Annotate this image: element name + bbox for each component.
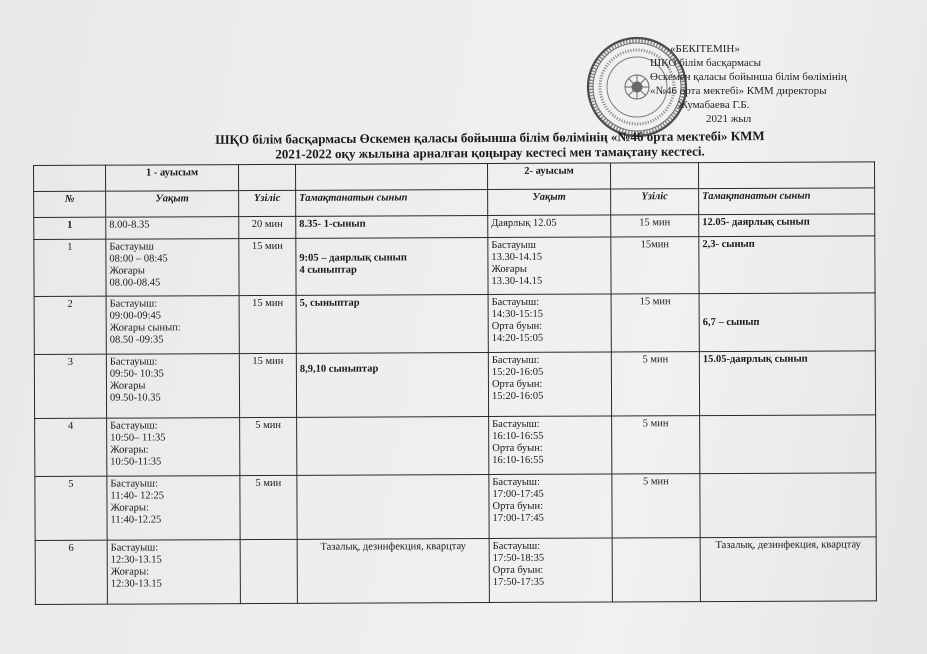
time-1-cell: Бастауыш: 09:00-09:45 Жоғары сынып: 08.50 -09:35: [106, 296, 239, 355]
header-break-2: Үзіліс: [611, 189, 699, 215]
header-time-2: Уақыт: [488, 189, 611, 216]
time-1-cell: Бастауыш: 09:50- 10:35 Жоғары 09.50-10.35: [106, 354, 239, 419]
time-1-cell: Бастауыш 08:00 – 08:45 Жоғары 08.00-08.45: [106, 239, 239, 297]
meal-1-cell: [297, 417, 489, 476]
column-header-row: [34, 188, 875, 218]
table-row: [34, 236, 875, 297]
break-2-cell: 15 мин: [611, 294, 699, 352]
row-number: 5: [35, 476, 107, 540]
meal-2-cell: 2,3- сынып: [699, 236, 875, 294]
break-2-cell: 5 мин: [612, 416, 700, 474]
meal-1-cell: 9:05 – даярлық сынып 4 сыныптар: [296, 238, 488, 296]
approval-line-3: «№46 орта мектебі» КММ директоры: [650, 85, 827, 97]
row-number: 6: [35, 540, 107, 604]
break-1-cell: 20 мин: [239, 216, 296, 238]
meal-2-cell: [700, 415, 876, 474]
row-number: 4: [35, 418, 107, 476]
table-row: [35, 473, 876, 541]
header-meal-1: Тамақтанатын сынып: [296, 190, 488, 217]
time-2-cell: Бастауыш: 17:00-17:45 Орта буын: 17:00-17:45: [489, 474, 612, 539]
break-1-cell: 5 мин: [240, 475, 297, 539]
director-name: Жумабаева Г.Б.: [678, 99, 750, 111]
break-2-cell: 15 мин: [611, 215, 699, 237]
header-time-1: Уақыт: [106, 191, 239, 218]
break-2-cell: 5 мин: [612, 474, 700, 538]
row-number: 1: [34, 239, 106, 296]
approval-line-1: ШҚО білім басқармасы: [650, 57, 761, 69]
time-2-cell: Бастауыш: 14:30-15:15 Орта буын: 14:20-15:05: [488, 294, 611, 353]
break-1-cell: 15 мин: [239, 238, 296, 295]
header-break-1: Үзіліс: [239, 190, 296, 216]
break-2-cell: 15мин: [611, 237, 699, 294]
row-number: 3: [34, 354, 106, 418]
row-number: 1: [34, 217, 106, 239]
approval-year: 2021 жыл: [706, 113, 752, 125]
break-1-cell: 15 мин: [239, 295, 296, 353]
break-1-cell: 15 мин: [239, 353, 296, 417]
table-row: [35, 415, 876, 477]
table-row: [34, 351, 875, 419]
break-1-cell: [240, 539, 297, 603]
title-line-1: ШҚО білім басқармасы Өскемен қаласы бойынша білім бөлімінің «№46 орта мектебі» КММ: [215, 128, 765, 147]
time-1-cell: 8.00-8.35: [106, 217, 239, 240]
approval-stamp-block: [650, 42, 890, 126]
meal-1-cell: Тазалық, дезинфекция, кварцтау: [297, 539, 489, 604]
table-row: [35, 537, 876, 605]
time-2-cell: Бастауыш: 16:10-16:55 Орта буын: 16:10-16:55: [489, 416, 612, 475]
table-row: [34, 293, 875, 355]
header-no: №: [34, 191, 106, 217]
meal-2-cell: [700, 473, 876, 538]
time-1-cell: Бастауыш: 12:30-13.15 Жоғары: 12:30-13.15: [107, 540, 240, 605]
time-2-cell: Бастауыш 13.30-14.15 Жоғары 13.30-14.15: [488, 237, 611, 295]
meal-2-cell: 12.05- даярлық сынып: [699, 214, 875, 237]
break-2-cell: [612, 538, 700, 602]
time-2-cell: Даярлық 12.05: [488, 215, 611, 238]
approval-line-2: Өскемен қаласы бойынша білім бөлімінің: [650, 71, 847, 83]
schedule-table: [33, 161, 877, 605]
document-title: [150, 128, 830, 163]
time-2-cell: Бастауыш: 15:20-16:05 Орта буын: 15:20-16:05: [488, 352, 611, 417]
title-line-2: 2021-2022 оқу жылына арналған қоңырау кестесі мен тамақтану кестесі.: [275, 143, 705, 162]
meal-1-cell: [297, 475, 489, 540]
time-1-cell: Бастауыш: 10:50– 11:35 Жоғары: 10:50-11:35: [107, 418, 240, 477]
time-1-cell: Бастауыш: 11:40- 12:25 Жоғары: 11:40-12.25: [107, 476, 240, 541]
meal-2-cell: 6,7 – сынып: [699, 293, 875, 352]
row-number: 2: [34, 296, 106, 354]
approval-title: «БЕКІТЕМІН»: [670, 43, 740, 55]
shift-1-label: 1 - ауысым: [106, 165, 239, 192]
meal-1-cell: 8,9,10 сыныптар: [296, 353, 488, 418]
meal-2-cell: Тазалық, дезинфекция, кварцтау: [700, 537, 876, 602]
break-2-cell: 5 мин: [611, 352, 699, 416]
shift-header-row: [34, 162, 875, 192]
shift-2-label: 2- ауысым: [487, 163, 610, 190]
meal-1-cell: 5, сыныптар: [296, 295, 488, 354]
break-1-cell: 5 мин: [240, 417, 297, 475]
header-meal-2: Тамақтанатын сынып: [699, 188, 875, 215]
meal-2-cell: 15.05-даярлық сынып: [699, 351, 875, 416]
meal-1-cell: 8.35- 1-сынып: [296, 216, 488, 239]
time-2-cell: Бастауыш: 17:50-18:35 Орта буын: 17:50-17:35: [489, 538, 612, 603]
